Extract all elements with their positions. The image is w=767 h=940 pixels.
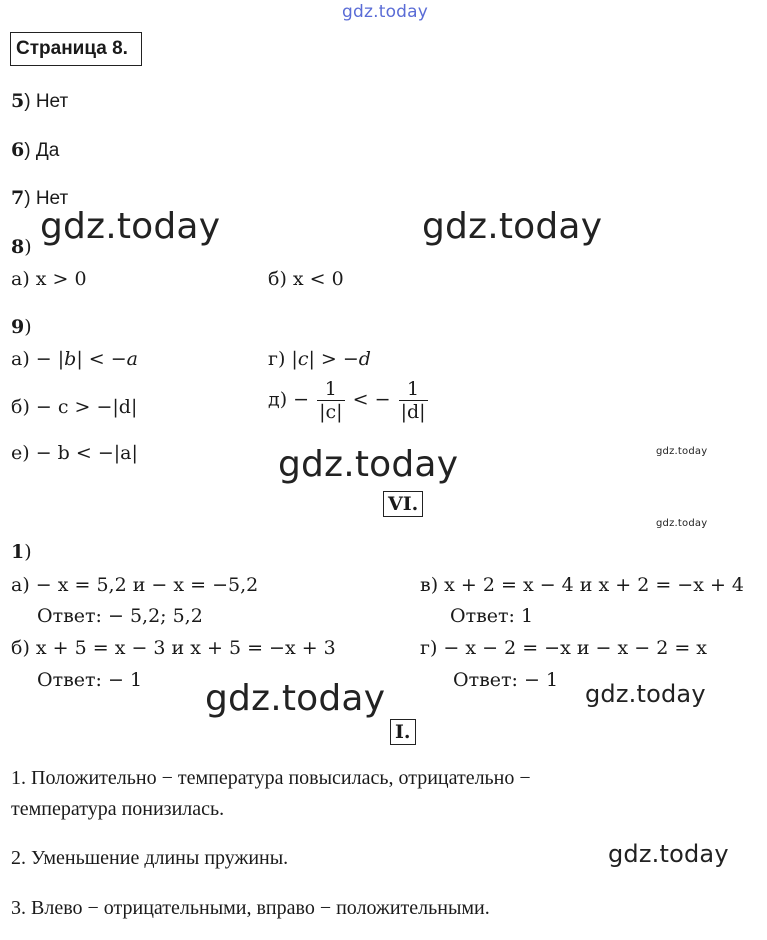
exercise-1a-answer: Ответ: − 5,2; 5,2 [37, 605, 203, 627]
expr-part: | > − [308, 348, 359, 370]
watermark: gdz.today [608, 840, 729, 868]
exercise-1g: г) − x − 2 = −x и − x − 2 = x [420, 637, 708, 659]
answer-5 [11, 90, 68, 113]
expr-part: < − [352, 388, 391, 411]
fraction-denominator: |c| [319, 401, 343, 423]
expr-part: | < − [76, 348, 127, 370]
paragraph-1-line-1: 1. Положительно − температура повысилась, отрицательно − [11, 767, 531, 789]
expr-part: г) | [268, 348, 298, 370]
exercise-1g-answer: Ответ: − 1 [453, 669, 559, 691]
exercise-1b: б) x + 5 = x − 3 и x + 5 = −x + 3 [11, 637, 336, 659]
section-i-label: I. [390, 719, 416, 745]
watermark: gdz.today [278, 444, 459, 485]
answer-6 [11, 139, 59, 162]
watermark-top: gdz.today [342, 2, 429, 22]
answer-text: ) [24, 541, 32, 563]
paragraph-1-line-2: температура понизилась. [11, 798, 225, 820]
paragraph-2: 2. Уменьшение длины пружины. [11, 847, 289, 869]
exercise-1v: в) x + 2 = x − 4 и x + 2 = −x + 4 [420, 574, 745, 596]
answer-8-label [11, 236, 32, 258]
answer-number: 7 [11, 187, 25, 209]
answer-text: ) Да [24, 140, 60, 161]
watermark: gdz.today [422, 206, 603, 247]
answer-number: 6 [11, 139, 25, 161]
fraction-numerator: 1 [399, 378, 428, 401]
answer-text: ) Нет [24, 188, 69, 209]
page-heading: Страница 8. [10, 32, 142, 66]
answer-number: 9 [11, 316, 25, 338]
watermark: gdz.today [40, 206, 221, 247]
watermark: gdz.today [585, 680, 706, 708]
fraction [399, 378, 428, 423]
expr-part: а) − | [11, 348, 65, 370]
expr-var: a [126, 348, 138, 370]
exercise-1-label [11, 541, 32, 563]
section-vi-label: VI. [383, 491, 423, 517]
watermark: gdz.today [656, 518, 708, 529]
answer-9-label [11, 316, 32, 338]
expr-var: b [64, 348, 77, 370]
paragraph-3: 3. Влево − отрицательными, вправо − положительными. [11, 897, 490, 919]
watermark: gdz.today [656, 446, 708, 457]
answer-number: 8 [11, 236, 25, 258]
answer-9d [268, 378, 430, 423]
answer-9b: б) − c > −|d| [11, 396, 138, 418]
fraction-numerator: 1 [317, 378, 344, 401]
answer-9e: е) − b < −|a| [11, 442, 138, 464]
fraction-denominator: |d| [400, 401, 426, 423]
exercise-1a: а) − x = 5,2 и − x = −5,2 [11, 574, 259, 596]
answer-8a: а) x > 0 [11, 268, 87, 290]
fraction [317, 378, 344, 423]
answer-7 [11, 187, 68, 210]
answer-text: ) [24, 236, 32, 258]
answer-text: ) Нет [24, 91, 69, 112]
answer-number: 1 [11, 541, 25, 563]
answer-number: 5 [11, 90, 25, 112]
answer-text: ) [24, 316, 32, 338]
answer-9g [268, 348, 371, 370]
expr-part: д) − [268, 388, 310, 411]
expr-var: c [297, 348, 309, 370]
exercise-1v-answer: Ответ: 1 [450, 605, 534, 627]
expr-var: d [358, 348, 371, 370]
watermark: gdz.today [205, 678, 386, 719]
answer-9a [11, 348, 138, 370]
answer-8b: б) x < 0 [268, 268, 344, 290]
exercise-1b-answer: Ответ: − 1 [37, 669, 143, 691]
